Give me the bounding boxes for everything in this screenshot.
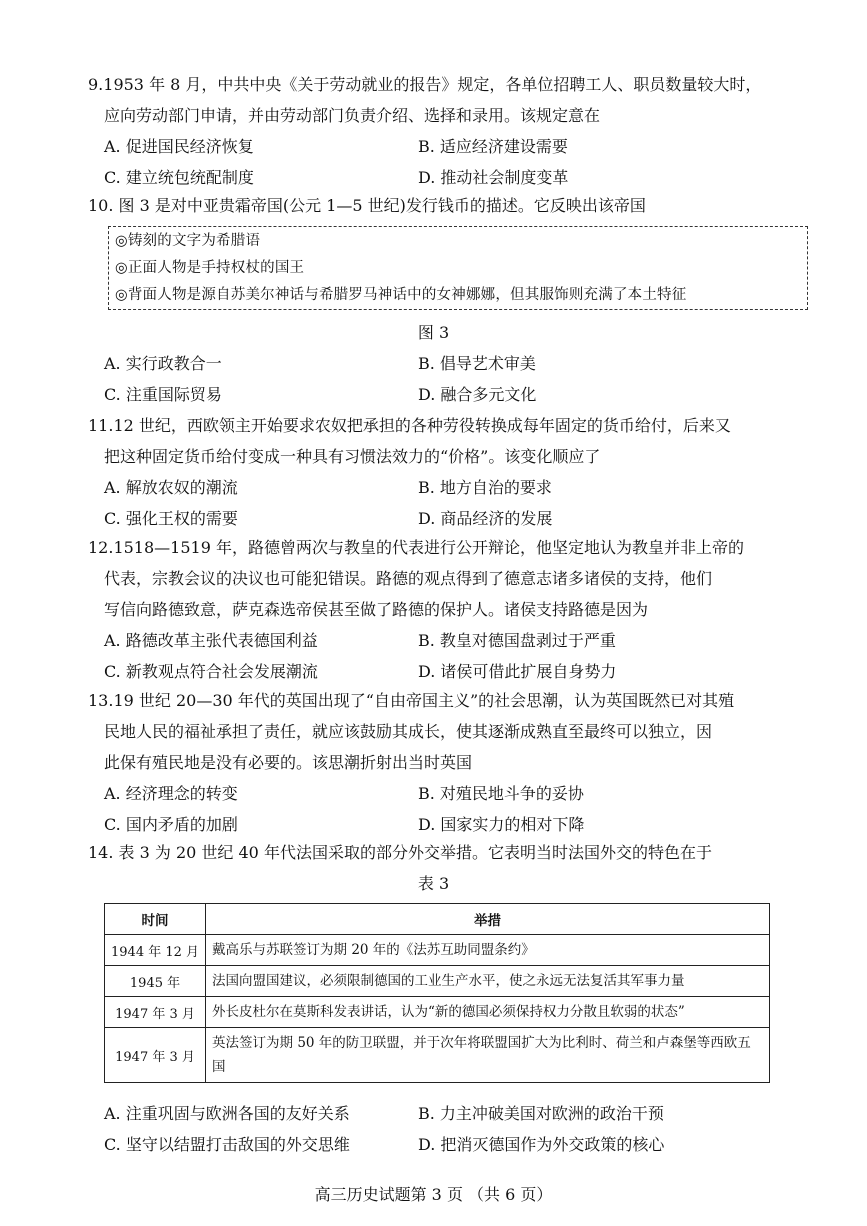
table-cell-action: 法国向盟国建议，必须限制德国的工业生产水平，使之永远无法复活其军事力量 [206, 966, 770, 997]
question-13-stem-line3: 此保有殖民地是没有必要的。该思潮折射出当时英国 [104, 753, 473, 772]
question-13 [88, 685, 788, 840]
question-14 [88, 837, 788, 868]
question-9-stem-line2: 应向劳动部门申请，并由劳动部门负责介绍、选择和录用。该规定意在 [104, 106, 601, 125]
question-10-option-d[interactable]: D. 融合多元文化 [418, 385, 537, 404]
question-11-option-b[interactable]: B. 地方自治的要求 [418, 478, 552, 497]
question-10 [88, 190, 788, 221]
question-14-option-b[interactable]: B. 力主冲破美国对欧洲的政治干预 [418, 1104, 664, 1123]
page-footer: 高三历史试题第 3 页 （共 6 页） [314, 1185, 553, 1204]
question-10-options-wrap [88, 348, 788, 410]
table-row [105, 997, 770, 1028]
question-10-option-b[interactable]: B. 倡导艺术审美 [418, 354, 536, 373]
question-11-option-d[interactable]: D. 商品经济的发展 [418, 509, 553, 528]
question-9-option-b[interactable]: B. 适应经济建设需要 [418, 137, 568, 156]
table-row [105, 1028, 770, 1083]
question-12-option-c[interactable]: C. 新教观点符合社会发展潮流 [104, 662, 318, 681]
question-14-options [104, 1098, 788, 1160]
question-13-option-a[interactable]: A. 经济理念的转变 [104, 784, 238, 803]
question-14-option-c[interactable]: C. 坚守以结盟打击敌国的外交思维 [104, 1135, 350, 1154]
figure-3-line3: ◎背面人物是源自苏美尔神话与希腊罗马神话中的女神娜娜，但其服饰则充满了本土特征 [115, 287, 687, 303]
table-row [105, 966, 770, 997]
question-13-options [104, 778, 788, 840]
table-cell-time: 1944 年 12 月 [105, 935, 206, 966]
question-12-option-a[interactable]: A. 路德改革主张代表德国利益 [104, 631, 318, 650]
table-cell-time: 1947 年 3 月 [105, 997, 206, 1028]
question-11 [88, 410, 788, 534]
figure-3-caption: 图 3 [417, 323, 450, 342]
question-9-option-d[interactable]: D. 推动社会制度变革 [418, 168, 569, 187]
table-cell-action: 外长皮杜尔在莫斯科发表讲话，认为“新的德国必须保持权力分散且软弱的状态” [206, 997, 770, 1028]
figure-3-box [108, 226, 808, 310]
question-12-options [104, 625, 788, 687]
question-12-stem-line2: 代表，宗教会议的决议也可能犯错误。路德的观点得到了德意志诸多诸侯的支持，他们 [104, 569, 713, 588]
question-10-stem-line1: 10. 图 3 是对中亚贵霜帝国(公元 1—5 世纪)发行钱币的描述。它反映出该帝国 [88, 196, 646, 215]
question-9-options [104, 131, 788, 193]
question-9-option-c[interactable]: C. 建立统包统配制度 [104, 168, 254, 187]
table-cell-time: 1945 年 [105, 966, 206, 997]
table-cell-action: 英法签订为期 50 年的防卫联盟，并于次年将联盟国扩大为比利时、荷兰和卢森堡等西欧五国 [206, 1028, 770, 1083]
table-row [105, 935, 770, 966]
question-11-option-a[interactable]: A. 解放农奴的潮流 [104, 478, 238, 497]
question-13-option-c[interactable]: C. 国内矛盾的加剧 [104, 815, 238, 834]
table-3-caption: 表 3 [417, 874, 450, 893]
question-11-options [104, 472, 788, 534]
question-11-stem-line2: 把这种固定货币给付变成一种具有习惯法效力的“价格”。该变化顺应了 [104, 447, 601, 466]
question-13-option-b[interactable]: B. 对殖民地斗争的妥协 [418, 784, 584, 803]
question-14-option-d[interactable]: D. 把消灭德国作为外交政策的核心 [418, 1135, 665, 1154]
table-header-row [105, 904, 770, 935]
table-header-time: 时间 [105, 904, 206, 935]
question-9-option-a[interactable]: A. 促进国民经济恢复 [104, 137, 254, 156]
question-14-stem-line1: 14. 表 3 为 20 世纪 40 年代法国采取的部分外交举措。它表明当时法国外交的特色在于 [88, 843, 712, 862]
question-11-stem-line1: 11.12 世纪，西欧领主开始要求农奴把承担的各种劳役转换成每年固定的货币给付，后来又 [88, 416, 731, 435]
table-3 [104, 903, 770, 1083]
table-header-action: 举措 [206, 904, 770, 935]
question-12-option-d[interactable]: D. 诸侯可借此扩展自身势力 [418, 662, 617, 681]
table-cell-time: 1947 年 3 月 [105, 1028, 206, 1083]
figure-3-line1: ◎铸刻的文字为希腊语 [115, 233, 261, 249]
question-10-options [104, 348, 788, 410]
question-14-option-a[interactable]: A. 注重巩固与欧洲各国的友好关系 [104, 1104, 350, 1123]
question-9 [88, 69, 788, 193]
question-13-option-d[interactable]: D. 国家实力的相对下降 [418, 815, 585, 834]
question-11-option-c[interactable]: C. 强化王权的需要 [104, 509, 238, 528]
question-10-option-a[interactable]: A. 实行政教合一 [104, 354, 222, 373]
question-10-option-c[interactable]: C. 注重国际贸易 [104, 385, 222, 404]
question-13-stem-line2: 民地人民的福祉承担了责任，就应该鼓励其成长，使其逐渐成熟直至最终可以独立，因 [104, 722, 713, 741]
question-14-options-wrap [88, 1098, 788, 1160]
figure-3-line2: ◎正面人物是手持权杖的国王 [115, 260, 305, 276]
table-cell-action: 戴高乐与苏联签订为期 20 年的《法苏互助同盟条约》 [206, 935, 770, 966]
question-13-stem-line1: 13.19 世纪 20—30 年代的英国出现了“自由帝国主义”的社会思潮，认为英国既然已对其殖 [88, 691, 735, 710]
question-9-stem-line1: 9.1953 年 8 月，中共中央《关于劳动就业的报告》规定，各单位招聘工人、职员数量较大时， [88, 75, 762, 94]
question-12 [88, 532, 788, 687]
question-12-stem-line3: 写信向路德致意，萨克森选帝侯甚至做了路德的保护人。诸侯支持路德是因为 [104, 600, 649, 619]
question-12-stem-line1: 12.1518—1519 年，路德曾两次与教皇的代表进行公开辩论，他坚定地认为教皇并非上帝的 [88, 538, 744, 557]
question-12-option-b[interactable]: B. 教皇对德国盘剥过于严重 [418, 631, 616, 650]
